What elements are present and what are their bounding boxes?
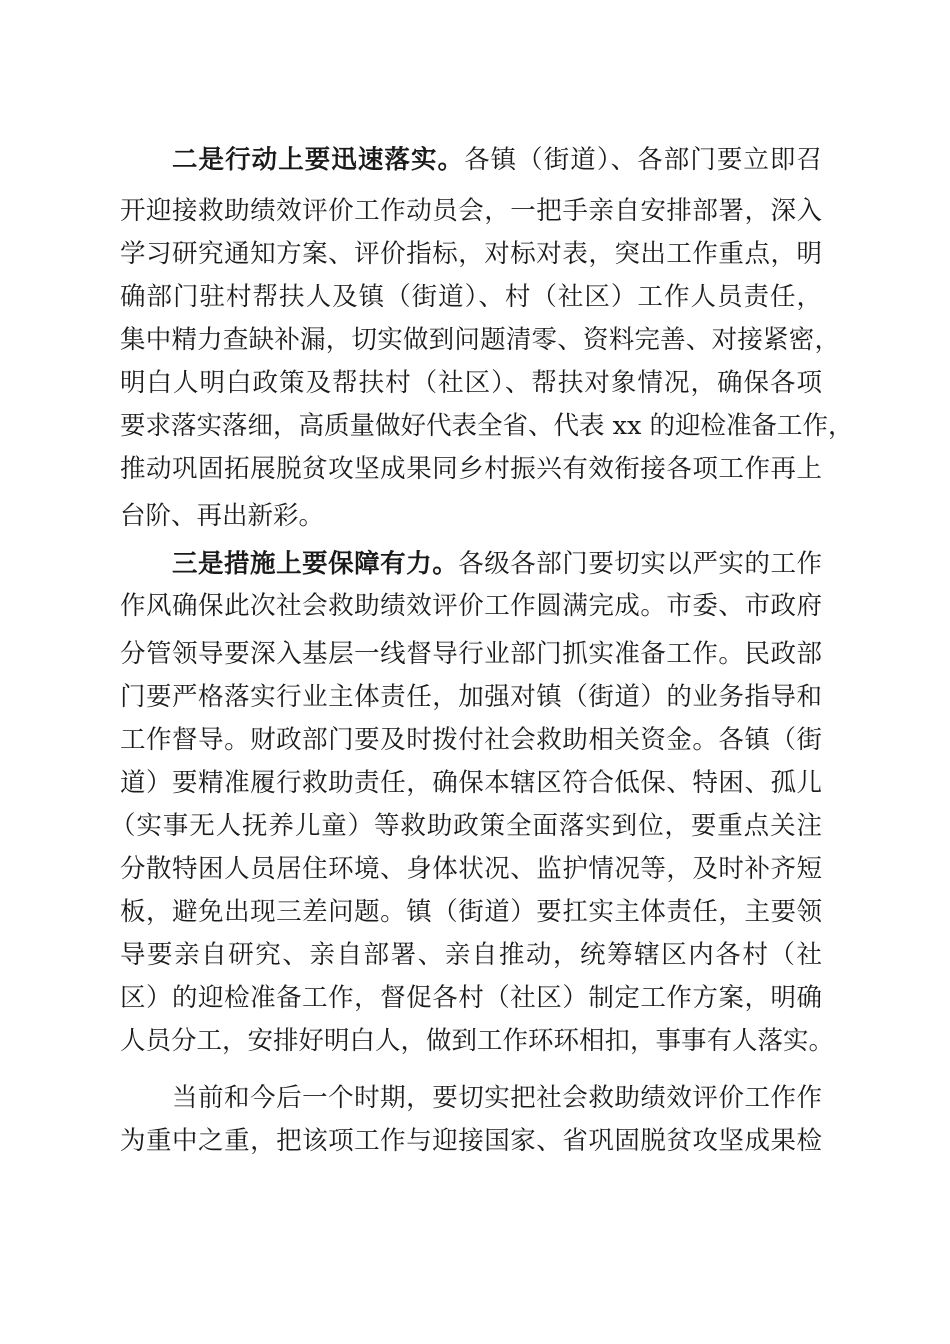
paragraph-2-line-6: 道）要精准履行救助责任，确保本辖区符合低保、特困、孤儿	[120, 768, 822, 798]
paragraph-1-line-1	[172, 140, 822, 180]
paragraph-2-lead: 三是措施上要保障有力。	[172, 549, 459, 579]
paragraph-1-line-8: 推动巩固拓展脱贫攻坚成果同乡村振兴有效衔接各项工作再上	[120, 454, 822, 484]
paragraph-1-line-1-text: 各镇（街道）、各部门要立即召	[464, 145, 822, 175]
paragraph-2-line-4: 门要严格落实行业主体责任，加强对镇（街道）的业务指导和	[120, 682, 822, 712]
paragraph-2-line-1-text: 各级各部门要切实以严实的工作	[458, 549, 822, 579]
paragraph-2-line-12: 人员分工，安排好明白人，做到工作环环相扣，事事有人落实。	[120, 1026, 835, 1056]
paragraph-2-line-5: 工作督导。财政部门要及时拨付社会救助相关资金。各镇（街	[120, 725, 822, 755]
paragraph-3-line-2: 为重中之重，把该项工作与迎接国家、省巩固脱贫攻坚成果检	[120, 1126, 822, 1156]
paragraph-2-line-11: 区）的迎检准备工作，督促各村（社区）制定工作方案，明确	[120, 983, 822, 1013]
paragraph-1-line-7: 要求落实落细，高质量做好代表全省、代表 xx 的迎检准备工作，	[120, 411, 854, 441]
paragraph-1-line-6: 明白人明白政策及帮扶村（社区）、帮扶对象情况，确保各项	[120, 368, 822, 398]
paragraph-2-line-9: 板，避免出现三差问题。镇（街道）要扛实主体责任，主要领	[120, 897, 822, 927]
paragraph-2-line-10: 导要亲自研究、亲自部署、亲自推动，统筹辖区内各村（社	[120, 940, 822, 970]
paragraph-3-line-1: 当前和今后一个时期，要切实把社会救助绩效评价工作作	[172, 1083, 822, 1113]
paragraph-1-line-3: 学习研究通知方案、评价指标，对标对表，突出工作重点，明	[120, 239, 822, 269]
paragraph-1-line-9: 台阶、再出新彩。	[120, 501, 325, 531]
paragraph-1-line-4: 确部门驻村帮扶人及镇（街道）、村（社区）工作人员责任，	[120, 282, 822, 312]
paragraph-2-line-8: 分散特困人员居住环境、身体状况、监护情况等，及时补齐短	[120, 854, 822, 884]
paragraph-2-line-1	[172, 544, 822, 584]
paragraph-1-line-5: 集中精力查缺补漏，切实做到问题清零、资料完善、对接紧密，	[120, 325, 840, 355]
paragraph-1-lead: 二是行动上要迅速落实。	[172, 145, 465, 175]
paragraph-2-line-7: （实事无人抚养儿童）等救助政策全面落实到位，要重点关注	[110, 811, 822, 841]
paragraph-2-line-3: 分管领导要深入基层一线督导行业部门抓实准备工作。民政部	[120, 639, 822, 669]
paragraph-1-line-2: 开迎接救助绩效评价工作动员会，一把手亲自安排部署，深入	[120, 196, 822, 226]
paragraph-2-line-2: 作风确保此次社会救助绩效评价工作圆满完成。市委、市政府	[120, 591, 822, 621]
